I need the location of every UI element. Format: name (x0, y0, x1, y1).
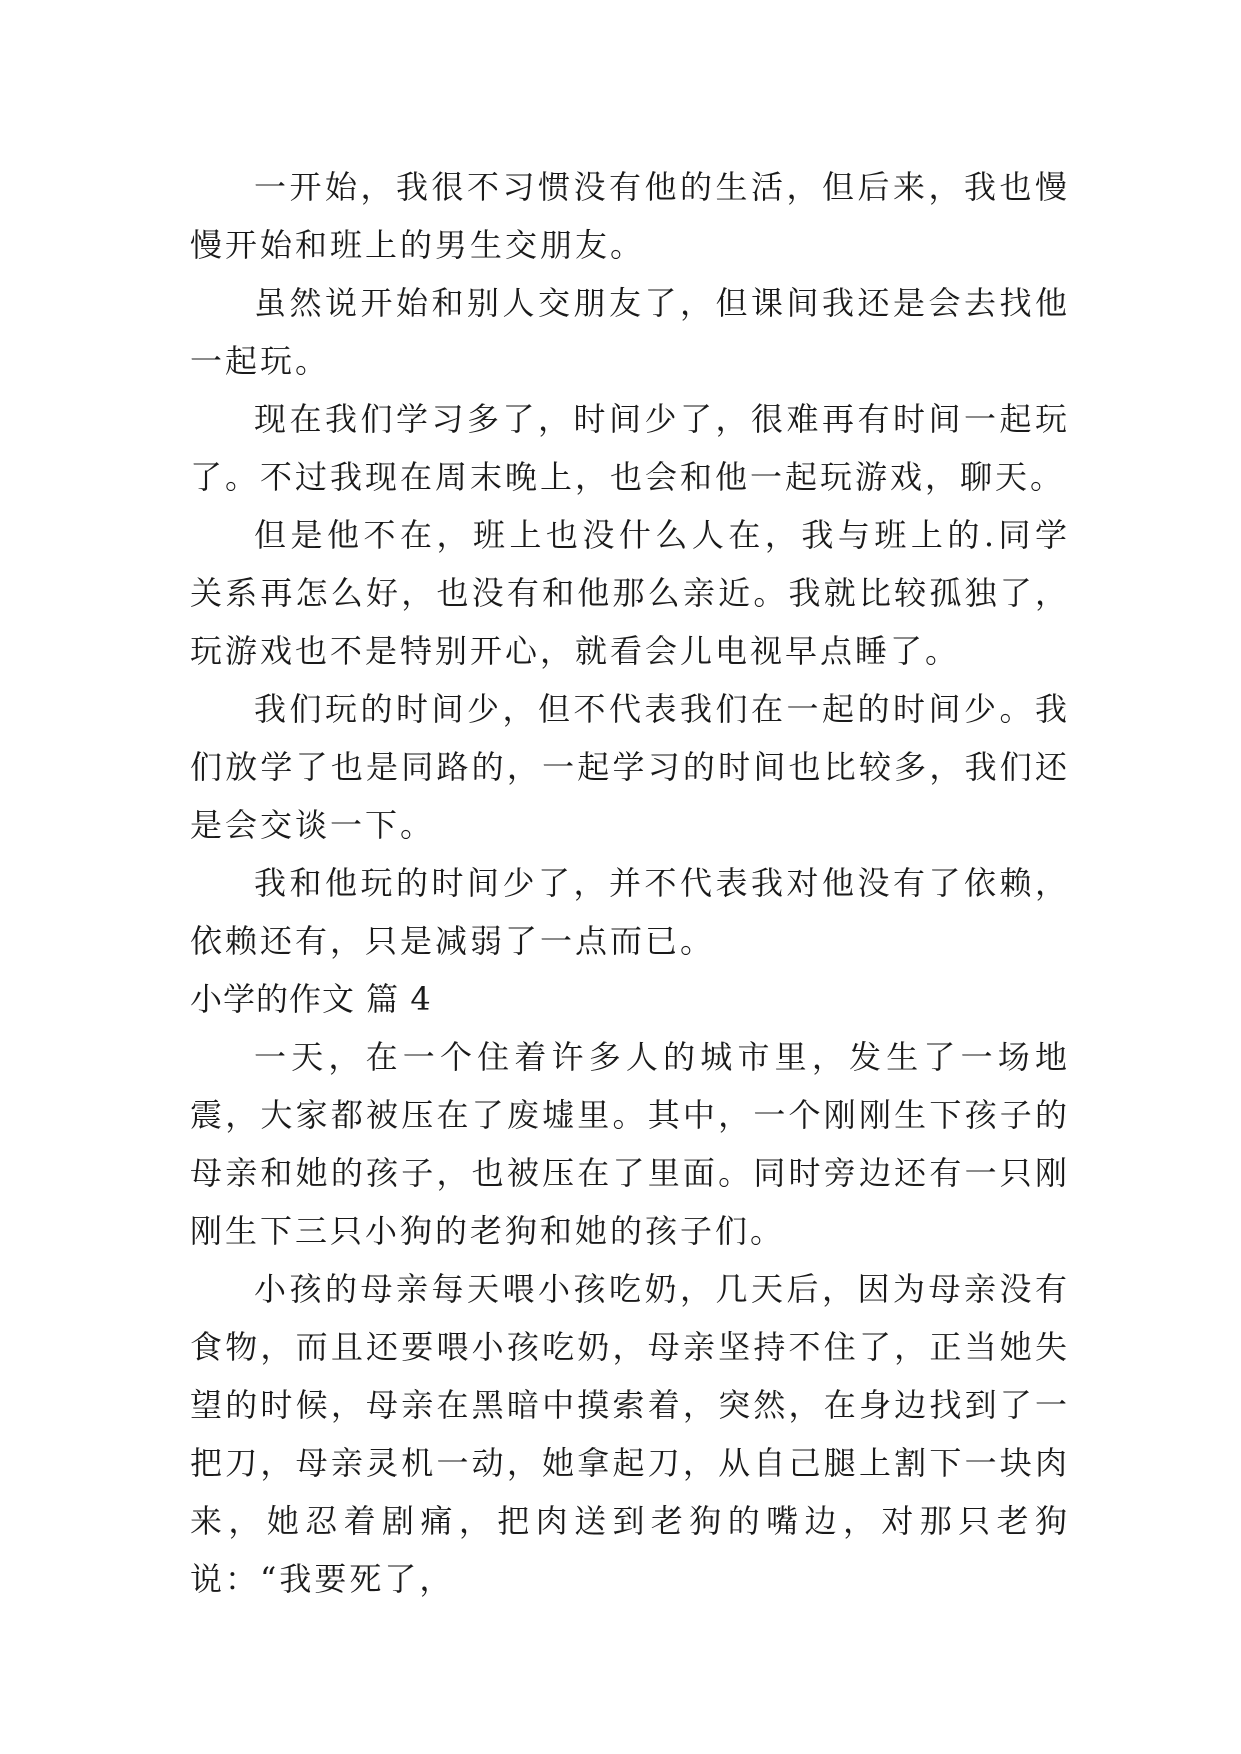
paragraph-4: 但是他不在，班上也没什么人在，我与班上的.同学关系再怎么好，也没有和他那么亲近。我就比较孤独了，玩游戏也不是特别开心，就看会儿电视早点睡了。 (190, 516, 1070, 670)
paragraph-8: 小孩的母亲每天喂小孩吃奶，几天后，因为母亲没有食物，而且还要喂小孩吃奶，母亲坚持不住了，正当她失望的时候，母亲在黑暗中摸索着，突然，在身边找到了一把刀，母亲灵机一动，她拿起刀，从自己腿上割下一块肉来，她忍着剧痛，把肉送到老狗的嘴边，对那只老狗说：“我要死了， (190, 1270, 1070, 1598)
paragraph-7: 一天，在一个住着许多人的城市里，发生了一场地震，大家都被压在了废墟里。其中，一个刚刚生下孩子的母亲和她的孩子，也被压在了里面。同时旁边还有一只刚刚生下三只小狗的老狗和她的孩子们。 (190, 1038, 1070, 1250)
document-body (190, 158, 1070, 1608)
paragraph-5: 我们玩的时间少，但不代表我们在一起的时间少。我们放学了也是同路的，一起学习的时间也比较多，我们还是会交谈一下。 (190, 690, 1070, 844)
paragraph-6: 我和他玩的时间少了，并不代表我对他没有了依赖，依赖还有，只是减弱了一点而已。 (190, 864, 1070, 960)
section-heading: 小学的作文 篇 4 (190, 980, 432, 1018)
paragraph-3: 现在我们学习多了，时间少了，很难再有时间一起玩了。不过我现在周末晚上，也会和他一起玩游戏，聊天。 (190, 400, 1070, 496)
paragraph-2: 虽然说开始和别人交朋友了，但课间我还是会去找他一起玩。 (190, 284, 1070, 380)
paragraph-1: 一开始，我很不习惯没有他的生活，但后来，我也慢慢开始和班上的男生交朋友。 (190, 168, 1070, 264)
